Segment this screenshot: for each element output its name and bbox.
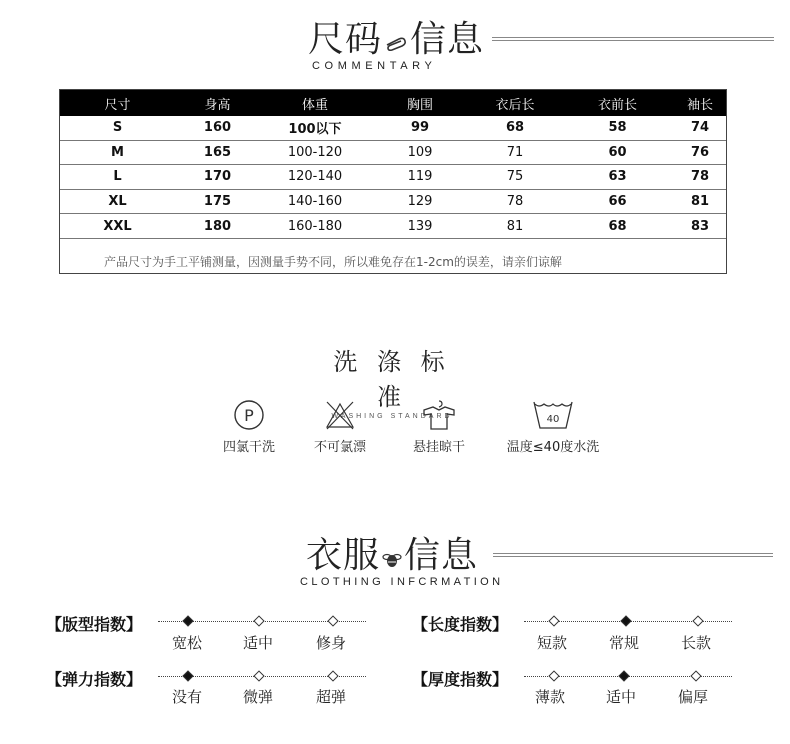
- thickness-index-node[interactable]: [618, 670, 629, 681]
- wash-item-wash-40: [496, 398, 610, 455]
- wash-label: 不可氯漂: [313, 440, 366, 455]
- size-table-header: [60, 90, 726, 116]
- bee-icon: [382, 551, 402, 574]
- clothing-info-subtitle: CLOTHING INFCRMATION: [300, 576, 504, 588]
- wash-label: 四氯干洗: [222, 440, 275, 455]
- size-table-note: 产品尺寸为手工平铺测量，因测量手势不同，所以难免存在1-2cm的误差，请亲们谅解: [104, 254, 562, 269]
- thickness-option[interactable]: 薄款: [535, 688, 566, 706]
- table-row: [60, 165, 726, 190]
- clothing-title-right: 信息: [404, 535, 479, 576]
- cell: 175: [203, 194, 232, 210]
- size-header-rule: [492, 37, 774, 41]
- size-info-title: [308, 20, 484, 60]
- cell: 58: [608, 120, 627, 136]
- cell: XL: [108, 194, 127, 210]
- wash-item-no-bleach: [305, 398, 375, 455]
- stretch-index-node[interactable]: [253, 670, 264, 681]
- wash-temp-text: 40: [546, 414, 560, 425]
- size-table: [59, 89, 727, 274]
- cell: M: [111, 144, 124, 160]
- cell: 60: [608, 144, 627, 160]
- cell: 109: [407, 144, 433, 160]
- cell: 120-140: [287, 169, 343, 185]
- cell: 74: [690, 120, 710, 136]
- washing-title: 洗 涤 标 准: [333, 348, 451, 411]
- thickness-index-node[interactable]: [548, 670, 559, 681]
- clothing-header-rule: [493, 553, 773, 557]
- thickness-option[interactable]: 适中: [606, 688, 637, 706]
- cell: 81: [506, 218, 524, 234]
- cell: 160: [203, 120, 232, 136]
- cell: 180: [203, 218, 232, 234]
- washing-subtitle: WASHING STANDARD: [331, 413, 453, 420]
- cell: 99: [410, 120, 430, 136]
- size-title-left: 尺码: [308, 19, 383, 60]
- col-header: 胸围: [406, 97, 433, 113]
- col-header: 衣后长: [495, 97, 535, 113]
- col-header: 衣前长: [597, 97, 637, 113]
- table-row: [60, 141, 726, 166]
- thickness-option[interactable]: 偏厚: [678, 688, 709, 706]
- cell: S: [112, 120, 123, 136]
- no-bleach-icon: [323, 398, 357, 432]
- wash-label: 悬挂晾干: [412, 440, 465, 455]
- cell: 165: [203, 144, 232, 160]
- thickness-index-node[interactable]: [690, 670, 701, 681]
- size-info-header: [308, 20, 484, 72]
- cell: 78: [690, 169, 710, 185]
- hang-dry-icon: [420, 398, 458, 432]
- stretch-index-label: 【弹力指数】: [46, 670, 143, 689]
- stretch-index-node[interactable]: [327, 670, 338, 681]
- cell: 63: [608, 169, 627, 185]
- stretch-index-node[interactable]: [182, 670, 193, 681]
- table-row: [60, 116, 726, 141]
- length-index-node[interactable]: [620, 615, 631, 626]
- cell: 170: [203, 169, 232, 185]
- cell: 83: [690, 218, 710, 234]
- length-index-label: 【长度指数】: [412, 615, 509, 634]
- fit-index-node[interactable]: [327, 615, 338, 626]
- paperclip-icon: [384, 36, 408, 57]
- cell: XXL: [103, 218, 132, 234]
- fit-option[interactable]: 修身: [316, 634, 347, 652]
- fit-index-node[interactable]: [253, 615, 264, 626]
- cell: 160-180: [287, 218, 343, 234]
- length-index-node[interactable]: [692, 615, 703, 626]
- cell: 78: [506, 194, 524, 210]
- dry-clean-p-icon: [232, 398, 266, 432]
- fit-index-label: 【版型指数】: [46, 615, 143, 634]
- cell: 68: [608, 218, 627, 234]
- col-header: 体重: [301, 97, 328, 113]
- length-option[interactable]: 短款: [537, 634, 568, 652]
- fit-index-node[interactable]: [182, 615, 193, 626]
- cell: L: [113, 169, 122, 185]
- size-info-subtitle: COMMENTARY: [312, 60, 437, 72]
- col-header: 尺寸: [104, 97, 131, 113]
- length-index-node[interactable]: [548, 615, 559, 626]
- size-title-right: 信息: [410, 19, 485, 60]
- cell: 76: [690, 144, 710, 160]
- cell: 100以下: [288, 122, 342, 138]
- fit-option[interactable]: 适中: [243, 634, 274, 652]
- length-option[interactable]: 长款: [681, 634, 712, 652]
- stretch-option[interactable]: 没有: [172, 688, 203, 706]
- thickness-index-label: 【厚度指数】: [412, 670, 509, 689]
- wash-label: 温度≤40度水洗: [506, 440, 600, 455]
- col-header: 身高: [204, 97, 231, 113]
- wash-item-dry-clean: [216, 398, 282, 455]
- cell: 139: [407, 218, 433, 234]
- cell: 75: [506, 169, 524, 185]
- clothing-info-header: [300, 535, 504, 588]
- fit-option[interactable]: 宽松: [172, 634, 203, 652]
- cell: 68: [505, 120, 525, 136]
- cell: 140-160: [287, 194, 343, 210]
- wash-item-hang-dry: [404, 398, 474, 455]
- stretch-option[interactable]: 微弹: [243, 688, 274, 706]
- table-row: [60, 190, 726, 215]
- clothing-info-title: [306, 536, 503, 576]
- cell: 66: [608, 194, 627, 210]
- cell: 129: [407, 194, 433, 210]
- cell: 100-120: [287, 144, 343, 160]
- cell: 71: [506, 144, 524, 160]
- wash-40-icon: [531, 398, 575, 432]
- length-option[interactable]: 常规: [609, 634, 640, 652]
- col-header: 袖长: [686, 97, 713, 113]
- cell: 119: [407, 169, 433, 185]
- cell: 81: [690, 194, 710, 210]
- stretch-option[interactable]: 超弹: [316, 688, 347, 706]
- svg-text:P: P: [244, 406, 254, 425]
- table-row: [60, 214, 726, 239]
- clothing-title-left: 衣服: [306, 535, 381, 576]
